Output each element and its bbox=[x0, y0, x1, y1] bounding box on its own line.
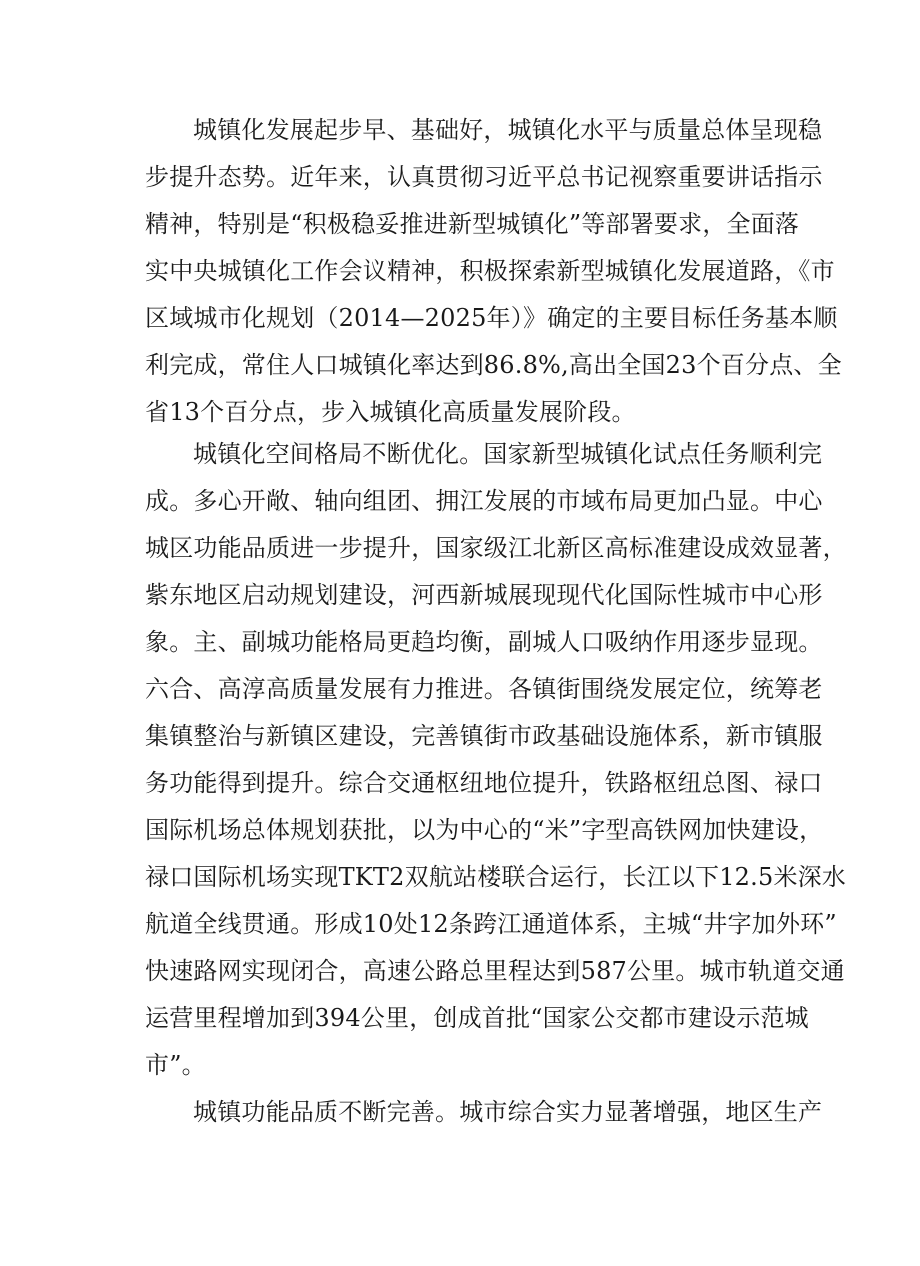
text-line: 省13个百分点，步入城镇化高质量发展阶段。 bbox=[145, 398, 636, 426]
text-line: 城镇功能品质不断完善。城市综合实力显著增强，地区生产 bbox=[193, 1098, 823, 1126]
text-line: 精神，特别是“积极稳妥推进新型城镇化”等部署要求，全面落 bbox=[145, 210, 800, 238]
text-line: 禄口国际机场实现TKT2双航站楼联合运行，长江以下12.5米深水 bbox=[145, 863, 847, 891]
text-line: 国际机场总体规划获批，以为中心的“米”字型高铁网加快建设， bbox=[145, 816, 824, 844]
paragraph-spatial-layout bbox=[145, 431, 847, 1089]
text-line: 快速路网实现闭合，高速公路总里程达到587公里。城市轨道交通 bbox=[145, 957, 845, 985]
text-line: 区域城市化规划（2014—2025年）》确定的主要目标任务基本顺 bbox=[145, 304, 838, 332]
text-line: 象。主、副城功能格局更趋均衡，副城人口吸纳作用逐步显现。 bbox=[145, 628, 823, 656]
text-line: 航道全线贯通。形成10处12条跨江通道体系，主城“井字加外环” bbox=[145, 910, 837, 938]
text-line: 利完成，常住人口城镇化率达到86.8%,高出全国23个百分点、全 bbox=[145, 351, 842, 379]
text-line: 务功能得到提升。综合交通枢纽地位提升，铁路枢纽总图、禄口 bbox=[145, 769, 823, 797]
text-line: 六合、高淳高质量发展有力推进。各镇街围绕发展定位，统筹老 bbox=[145, 675, 823, 703]
text-line: 紫东地区启动规划建设，河西新城展现现代化国际性城市中心形 bbox=[145, 581, 823, 609]
paragraph-urban-function bbox=[145, 1089, 823, 1136]
text-line: 成。多心开敞、轴向组团、拥江发展的市域布局更加凸显。中心 bbox=[145, 487, 823, 515]
text-line: 城镇化发展起步早、基础好，城镇化水平与质量总体呈现稳 bbox=[193, 116, 823, 144]
text-line: 集镇整治与新镇区建设，完善镇街市政基础设施体系，新市镇服 bbox=[145, 722, 823, 750]
text-line: 城镇化空间格局不断优化。国家新型城镇化试点任务顺利完 bbox=[193, 440, 823, 468]
paragraph-urbanization-development bbox=[145, 107, 842, 436]
text-line: 市”。 bbox=[145, 1051, 206, 1079]
text-line: 城区功能品质进一步提升，国家级江北新区高标准建设成效显著， bbox=[145, 534, 847, 562]
text-line: 运营里程增加到394公里，创成首批“国家公交都市建设示范城 bbox=[145, 1004, 809, 1032]
text-line: 步提升态势。近年来，认真贯彻习近平总书记视察重要讲话指示 bbox=[145, 163, 823, 191]
text-line: 实中央城镇化工作会议精神，积极探索新型城镇化发展道路，《市 bbox=[145, 257, 835, 285]
